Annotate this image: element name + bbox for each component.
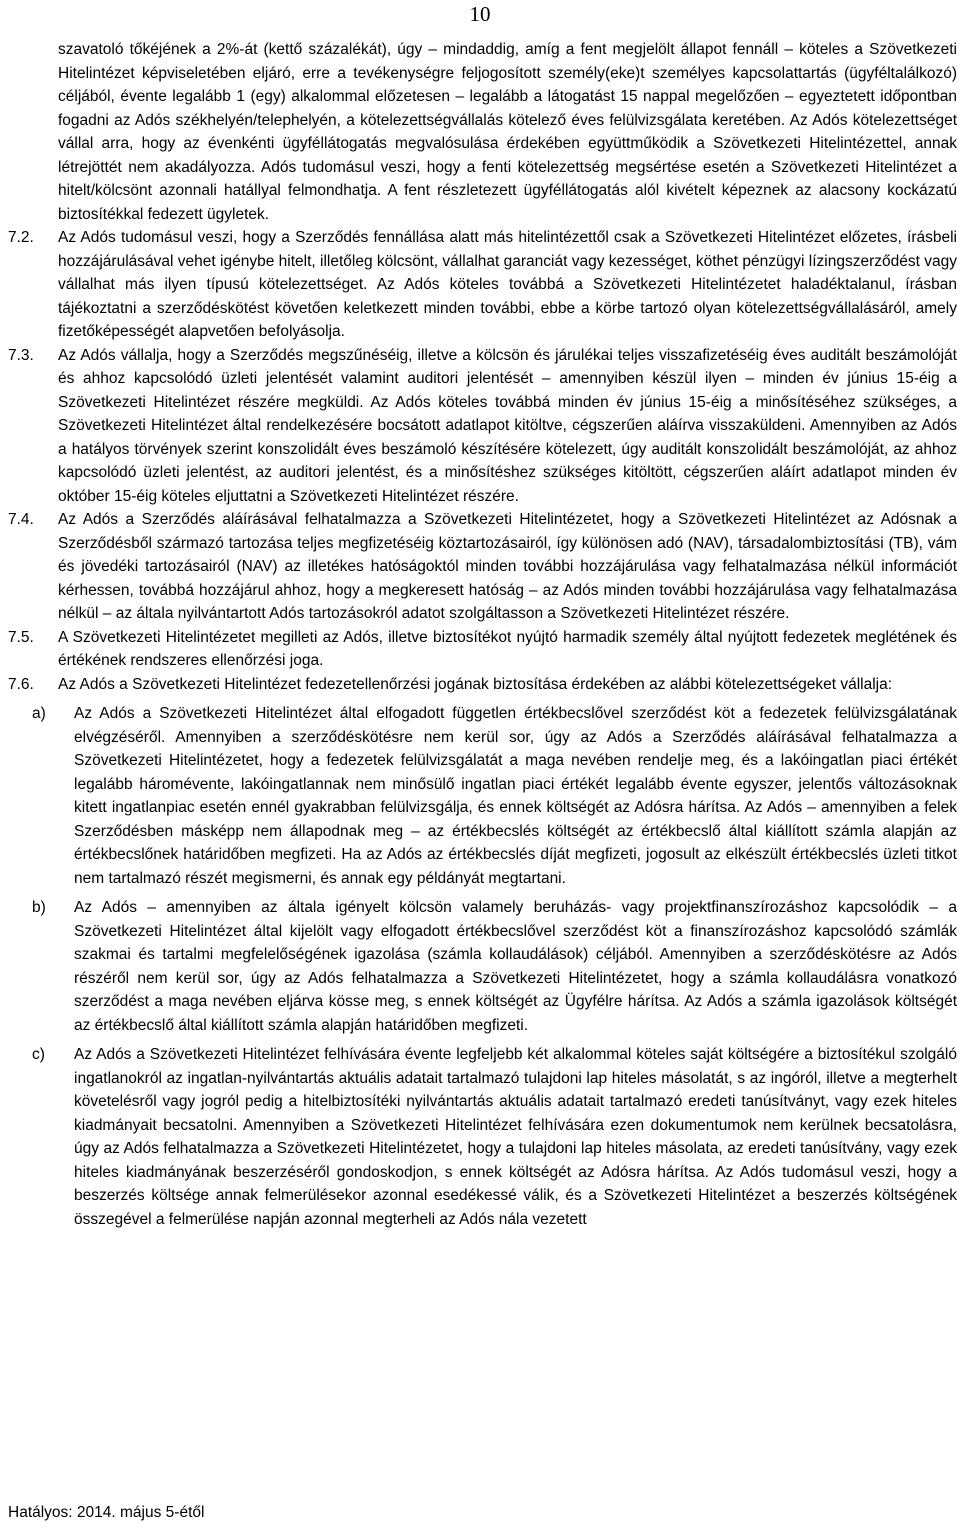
section-text: A Szövetkezeti Hitelintézetet megilleti az Adós, illetve biztosítékot nyújtó harmadik személy által nyújtott fedezetek meglétének és értékének rendszeres ellenőrzési joga.	[58, 628, 957, 669]
section-number: 7.6.	[8, 675, 34, 693]
subitem-text: Az Adós a Szövetkezeti Hitelintézet által elfogadott független értékbecslővel szerződést köt a fedezetek felülvizsgálatának elvégzéséről. Amennyiben a szerződéskötésre nem kerül sor, úgy az Adós a Szerződés aláírásával felhatalmazza a Szövetkezeti Hitelintézetet, hogy a fedezetek felülvizsgálatát a maga nevében rendelje meg, és a lakóingatlan piaci értékét legalább háromévente, lakóingatlannak nem minősülő ingatlan piaci értékét legalább évente egyszer, jelentős változásoknak kitett ingatlanpiac esetén ennél gyakrabban felülvizsgálja, és ennek költségét az Adósra hárítsa. Az Adós – amennyiben a felek Szerződésben másképp nem állapodnak meg – az értékbecslés költségét az értékbecslő által kiállított számla alapján az értékbecslőnek határidőben megfizeti. Ha az Adós az értékbecslés díját megfizeti, jogosult az elkészült értékbecslés üzleti titkot nem tartalmazó részét megismerni, és annak egy példányát megtartani.	[74, 705, 957, 887]
subitem-c	[32, 1043, 957, 1231]
subitem-text: Az Adós a Szövetkezeti Hitelintézet felhívására évente legfeljebb két alkalommal köteles saját költségére a biztosítékul szolgáló ingatlanokról az ingatlan-nyilvántartás aktuális adatait tartalmazó tulajdoni lap hiteles másolatát, s az ingóról, illetve a megterhelt követelésről vagy jogról pedig a hitelbiztosítéki nyilvántartás aktuális adatait tartalmazó eredeti tanúsítványt, vagy ezek hiteles kiadmányait becsatolni. Amennyiben a Szövetkezeti Hitelintézet felhívására ezen dokumentumok nem kerülnek becsatolásra, úgy az Adós felhatalmazza a Szövetkezeti Hitelintézetet, hogy a tulajdoni lap hiteles másolata, az eredeti tanúsítvány, vagy ezek hiteles kiadmányának beszerzéséről gondoskodjon, s ennek költségét az Adósra hárítsa. Az Adós tudomásul veszi, hogy a beszerzés költsége annak felmerülésekor azonnal esedékessé válik, és a Szövetkezeti Hitelintézet a beszerzés költségének összegével a felmerülése napján azonnal megterheli az Adós nála vezetett	[74, 1046, 957, 1228]
document-body	[8, 38, 957, 1231]
section-number: 7.2.	[8, 229, 34, 246]
section-7-6	[8, 673, 957, 697]
intro-paragraph: szavatoló tőkéjének a 2%-át (kettő százalékát), úgy – mindaddig, amíg a fent megjelölt állapot fennáll – köteles a Szövetkezeti Hitelintézet képviseletében eljáró, erre a tevékenységre feljogosított személy(eke)t személyes kapcsolattartás (ügyféltalálkozó) céljából, évente legalább 1 (egy) alkalommal előzetesen – legalább a látogatást 15 nappal megelőzően – egyeztetett időpontban fogadni az Adós székhelyén/telephelyén, a kötelezettségvállalás kötelező éves felülvizsgálata keretében. Az Adós kötelezettséget vállal arra, hogy az évenkénti ügyféllátogatás megvalósulása érdekében együttműködik a Szövetkezeti Hitelintézettel, annak létrejöttét nem akadályozza. Adós tudomásul veszi, hogy a fenti kötelezettség megsértése esetén a Szövetkezeti Hitelintézet a hitelt/kölcsönt azonnali hatállyal felmondhatja. A fent részletezett ügyféllátogatás alól kivételt képeznek az alacsony kockázatú biztosítékkal fedezett ügyletek.	[58, 41, 957, 223]
subitem-label: b)	[32, 899, 46, 916]
section-text: Az Adós vállalja, hogy a Szerződés megszűnéséig, illetve a kölcsön és járulékai teljes visszafizetéséig éves auditált beszámolóját és ahhoz kapcsolódó üzleti jelentését valamint auditori jelentését – amennyiben készül ilyen – minden év június 15-éig a Szövetkezeti Hitelintézet részére megküldi. Az Adós köteles továbbá minden év június 15-éig a minősítéséhez szükséges, a Szövetkezeti Hitelintézet által rendelkezésére bocsátott adatlapot kitöltve, cégszerűen aláírva visszaküldeni. Amennyiben az Adós a hatályos törvények szerint konszolidált éves beszámoló készítésére kötelezett, úgy auditált konszolidált beszámolóját, az ahhoz kapcsolódó üzleti jelentést, az auditori jelentést, és a minősítéshez szükséges kitöltött, cégszerűen aláírt adatlapot minden év október 15-éig köteles eljuttatni a Szövetkezeti Hitelintézet részére.	[58, 346, 957, 505]
section-7-2	[8, 226, 957, 344]
section-number: 7.5.	[8, 628, 34, 646]
section-text: Az Adós a Szerződés aláírásával felhatalmazza a Szövetkezeti Hitelintézetet, hogy a Szövetkezeti Hitelintézet az Adósnak a Szerződésből származó tartozása teljes megfizetéséig köztartozásairól, így különösen adó (NAV), társadalombiztosítási (TB), vám és jövedéki tartozásairól (NAV) az illetékes hatóságoktól minden további hozzájárulása vagy felhatalmazása nélkül információt kérhessen, továbbá hozzájárul ahhoz, hogy a megkeresett hatóság – az Adós minden további hozzájárulása vagy felhatalmazása nélkül – az általa nyilvántartott Adós tartozásokról adatot szolgáltasson a Szövetkezeti Hitelintézet részére.	[58, 511, 957, 622]
subitem-text: Az Adós – amennyiben az általa igényelt kölcsön valamely beruházás- vagy projektfinanszírozáshoz kapcsolódik – a Szövetkezeti Hitelintézet által kijelölt vagy elfogadott értékbecslővel szerződést köt a finanszírozáshoz kapcsolódó számlák szakmai és tartalmi megfelelőségének igazolása (számla kollaudálások) céljából. Amennyiben a szerződéskötésre az Adós részéről nem kerül sor, úgy az Adós felhatalmazza a Szövetkezeti Hitelintézetet, hogy a számla kollaudálásra vonatkozó szerződést a maga nevében eljárva kösse meg, s ennek költségét az Ügyfélre hárítsa. Az Adós a számla igazolások költségét az értékbecslő által kiállított számla alapján határidőben megfizeti.	[74, 899, 957, 1034]
subitem-a	[32, 702, 957, 890]
section-text: Az Adós tudomásul veszi, hogy a Szerződés fennállása alatt más hitelintézettől csak a Szövetkezeti Hitelintézet előzetes, írásbeli hozzájárulásával vehet igénybe hitelt, illetőleg kölcsönt, vállalhat garanciát vagy kezességet, köthet pénzügyi lízingszerződést vagy vállalhat más ilyen típusú kötelezettséget. Az Adós köteles továbbá a Szövetkezeti Hitelintézetet haladéktalanul, írásban tájékoztatni a szerződéskötést követően keletkezett minden további, ebbe a körbe tartozó olyan kötelezettségvállalásáról, amely fizetőképességét alapvetően befolyásolja.	[58, 229, 957, 340]
section-7-3	[8, 344, 957, 509]
section-number: 7.4.	[8, 511, 34, 528]
subitem-label: a)	[32, 705, 46, 722]
subitem-b	[32, 896, 957, 1037]
section-7-5	[8, 626, 957, 673]
subitem-label: c)	[32, 1046, 45, 1063]
page-number: 10	[469, 2, 491, 26]
section-7-4	[8, 508, 957, 626]
section-text: Az Adós a Szövetkezeti Hitelintézet fedezetellenőrzési jogának biztosítása érdekében az alábbi kötelezettségeket vállalja:	[58, 675, 893, 693]
section-number: 7.3.	[8, 346, 34, 364]
footer-effective-date: Hatályos: 2014. május 5-étől	[8, 1504, 205, 1521]
